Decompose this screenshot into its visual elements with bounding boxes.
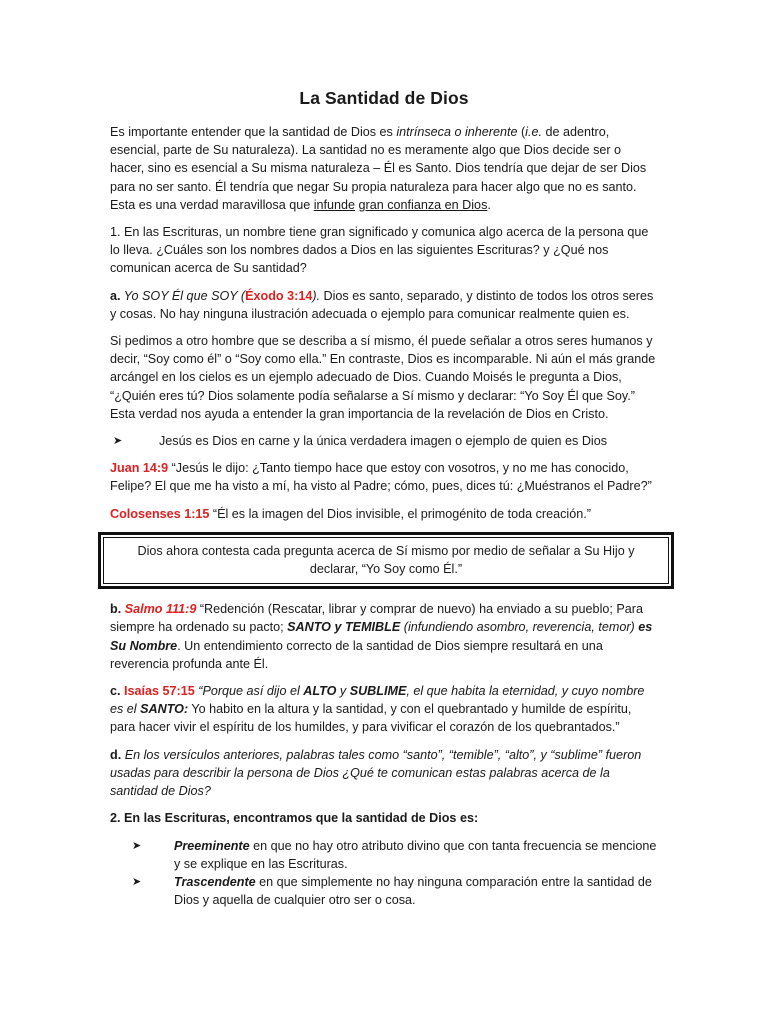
scripture-ref: Colosenses 1:15 [110, 506, 210, 521]
verse-juan [110, 459, 658, 495]
arrow-bullet-icon: ➤ [132, 839, 142, 852]
attribute-list [108, 837, 658, 910]
item-b [110, 600, 658, 673]
verse-text: “Él es la imagen del Dios invisible, el primogénito de toda creación.” [209, 506, 591, 521]
item-b-emphasis: es Su Nombre [110, 620, 653, 653]
item-c-italic: , el que habita la eternidad, y cuyo nombre es el [110, 684, 645, 717]
page-title: La Santidad de Dios [299, 88, 469, 108]
question-1: 1. En las Escrituras, un nombre tiene gran significado y comunica algo acerca de la persona que lo lleva. ¿Cuáles son los nombres dados a Dios en las siguientes Escrituras? y ¿Qué nos comunican acerca de Su santidad? [110, 225, 649, 276]
item-a-quote: Yo SOY Él que SOY ( [120, 288, 246, 303]
question-2: 2. En las Escrituras, encontramos que la santidad de Dios es: [110, 811, 479, 826]
item-d [110, 746, 658, 801]
item-a-text: Dios es santo, separado, y distinto de todos los otros seres y cosas. No hay ninguna ilustración adecuada o ejemplo para comunicar realmente quien es. [110, 288, 654, 321]
list-desc: en que simplemente no hay ninguna comparación entre la santidad de Dios y aquella de cualquier otro ser o cosa. [174, 874, 652, 908]
item-label: c. [110, 684, 121, 699]
list-item [108, 837, 658, 873]
list-item [108, 873, 658, 909]
list-desc: en que no hay otro atributo divino que con tanta frecuencia se mencione y se explique en las Escrituras. [174, 838, 657, 871]
item-b-italic: (infundiendo asombro, reverencia, temor) [400, 620, 639, 635]
bullet-text: Jesús es Dios en carne y la única verdadera imagen o ejemplo de quien es Dios [159, 434, 608, 449]
bullet-jesus [110, 432, 658, 450]
item-c-emphasis: SANTO: [140, 702, 189, 717]
intro-italic: i.e. [525, 125, 542, 139]
item-c-emphasis: ALTO [303, 684, 337, 699]
paragraph-hombre: Si pedimos a otro hombre que se describa a sí mismo, él puede señalar a otros seres humanos y decir, “Soy como él” o “Soy como ella.” En contraste, Dios es incomparable. Ni aún el más grande arcángel en los cielos es un ejemplo adecuado de Dios. Cuando Moisés le pregunta a Dios, “¿Quién eres tú? Dios solamente podía señalarse a Sí mismo y declarar: “Yo Soy Él que Soy.” Esta verdad nos ayuda a entender la gran importancia de la revelación de Dios en Cristo. [110, 334, 656, 421]
document-page [110, 88, 658, 909]
intro-text: ( [517, 125, 526, 139]
callout-box [98, 532, 674, 589]
item-a-quote: ). [312, 288, 321, 303]
intro-italic: intrínseca o inherente [396, 125, 518, 139]
intro-paragraph [110, 123, 658, 214]
item-label: b. [110, 602, 122, 617]
intro-underline: gran confianza en Dios [358, 197, 488, 212]
item-d-italic: En los versículos anteriores, palabras tales como “santo”, “temible”, “alto”, y “sublime” fueron usadas para describir la persona de Dios ¿Qué te comunican estas palabras acerca de la santidad de Dios? [110, 747, 642, 799]
callout-text: Dios ahora contesta cada pregunta acerca de Sí mismo por medio de señalar a Su Hijo y declarar, “Yo Soy como Él.” [103, 537, 669, 584]
list-term: Preeminente [174, 838, 250, 853]
verse-text: “Jesús le dijo: ¿Tanto tiempo hace que estoy con vosotros, y no me has conocido, Felipe? El que me ha visto a mí, ha visto al Padre; cómo, pues, dices tú: ¿Muéstranos el Padre?” [110, 461, 652, 494]
scripture-ref: Juan 14:9 [110, 461, 169, 476]
intro-text: de adentro, esencial, parte de Su naturaleza). La santidad no es meramente algo que Dios decide ser o hacer, sino es esencial a Su misma naturaleza – Él es Santo. Dios tendría que dejar de ser Dios para no ser santo. Él tendría que negar Su propia naturaleza para hacer algo que no es santo. Esta es una verdad maravillosa que [110, 125, 647, 212]
item-label: d. [110, 747, 122, 762]
intro-underline: infunde [313, 197, 356, 212]
item-label: a. [110, 288, 121, 303]
intro-text: . [487, 197, 491, 212]
item-c-text: Yo habito en la altura y la santidad, y con el quebrantado y humilde de espíritu, para hacer vivir el espíritu de los humildes, y para vivificar el corazón de los quebrantados.” [110, 702, 632, 735]
arrow-bullet-icon: ➤ [132, 875, 142, 888]
item-b-text: . Un entendimiento correcto de la santidad de Dios siempre resultará en una reverencia profunda ante Él. [110, 638, 603, 671]
scripture-ref: Salmo 111:9 [124, 602, 197, 617]
intro-text: Es importante entender que la santidad de Dios es [110, 125, 397, 139]
verse-colosenses [110, 505, 658, 523]
list-item-text [174, 873, 658, 909]
item-b-text: “Redención (Rescatar, librar y comprar de nuevo) ha enviado a su pueblo; Para siempre ha ordenado su pacto; [110, 602, 643, 635]
list-term: Trascendente [174, 874, 256, 889]
item-b-emphasis: SANTO y TEMIBLE [287, 620, 401, 635]
item-c-emphasis: SUBLIME [349, 684, 407, 699]
scripture-ref: Isaías 57:15 [124, 684, 195, 699]
arrow-bullet-icon: ➤ [113, 435, 123, 448]
list-item-text [174, 837, 658, 873]
scripture-ref: Éxodo 3:14 [245, 288, 313, 303]
item-c [110, 682, 658, 737]
item-c-italic: “Porque así dijo el [194, 684, 304, 699]
item-c-italic: y [336, 684, 350, 699]
item-a [110, 287, 658, 323]
